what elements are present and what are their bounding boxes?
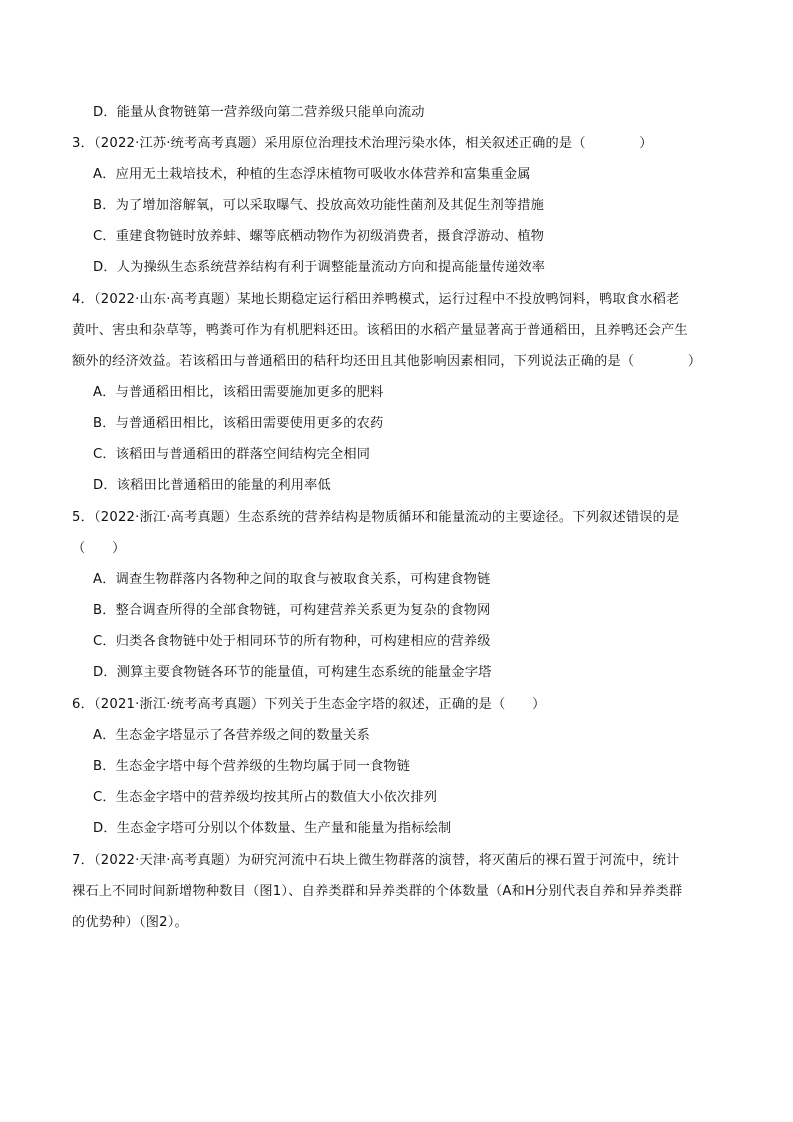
q4-stem-line3: 额外的经济效益。若该稻田与普通稻田的秸秆均还田且其他影响因素相同，下列说法正确的是（ ） xyxy=(72,354,702,369)
q3-option-a: A．应用无土栽培技术，种植的生态浮床植物可吸收水体营养和富集重金属 xyxy=(93,167,531,182)
q4-option-a: A．与普通稻田相比，该稻田需要施加更多的肥料 xyxy=(93,385,384,400)
q6-stem: 6．（2021·浙江·统考高考真题）下列关于生态金字塔的叙述，正确的是（ ） xyxy=(72,697,546,712)
q4-stem-line1: 4．（2022·山东·高考真题）某地长期稳定运行稻田养鸭模式，运行过程中不投放鸭饲料，鸭取食水稻老 xyxy=(72,292,680,307)
q5-option-d: D．测算主要食物链各环节的能量值，可构建生态系统的能量金字塔 xyxy=(93,665,492,680)
q7-stem-line2: 裸石上不同时间新增物种数目（图1）、自养类群和异养类群的个体数量（A和H分别代表自养和异养类群 xyxy=(72,884,683,899)
q5-stem-line2: （ ） xyxy=(72,541,126,556)
q6-option-b: B．生态金字塔中每个营养级的生物均属于同一食物链 xyxy=(93,759,411,774)
q5-option-b: B．整合调查所得的全部食物链，可构建营养关系更为复杂的食物网 xyxy=(93,603,491,618)
q4-option-c: C．该稻田与普通稻田的群落空间结构完全相同 xyxy=(93,447,371,462)
q3-option-c: C．重建食物链时放养蚌、螺等底栖动物作为初级消费者，摄食浮游动、植物 xyxy=(93,229,545,244)
q6-option-d: D．生态金字塔可分别以个体数量、生产量和能量为指标绘制 xyxy=(93,821,452,836)
q2-option-d: D．能量从食物链第一营养级向第二营养级只能单向流动 xyxy=(93,105,425,120)
q6-option-c: C．生态金字塔中的营养级均按其所占的数值大小依次排列 xyxy=(93,790,438,805)
q4-option-b: B．与普通稻田相比，该稻田需要使用更多的农药 xyxy=(93,416,384,431)
q7-stem-line1: 7．（2022·天津·高考真题）为研究河流中石块上微生物群落的演替，将灭菌后的裸石置于河流中，统计 xyxy=(72,853,680,868)
q5-stem-line1: 5．（2022·浙江·高考真题）生态系统的营养结构是物质循环和能量流动的主要途径。下列叙述错误的是 xyxy=(72,510,680,525)
q5-option-a: A．调查生物群落内各物种之间的取食与被取食关系，可构建食物链 xyxy=(93,572,491,587)
q4-option-d: D．该稻田比普通稻田的能量的利用率低 xyxy=(93,478,331,493)
q5-option-c: C．归类各食物链中处于相同环节的所有物种，可构建相应的营养级 xyxy=(93,634,491,649)
q6-option-a: A．生态金字塔显示了各营养级之间的数量关系 xyxy=(93,728,370,743)
q3-option-d: D．人为操纵生态系统营养结构有利于调整能量流动方向和提高能量传递效率 xyxy=(93,260,546,275)
q4-stem-line2: 黄叶、害虫和杂草等，鸭粪可作为有机肥料还田。该稻田的水稻产量显著高于普通稻田，且养鸭还会产生 xyxy=(72,323,688,338)
q3-stem: 3．（2022·江苏·统考高考真题）采用原位治理技术治理污染水体，相关叙述正确的是（ ） xyxy=(72,136,653,151)
q7-stem-line3: 的优势种）（图2）。 xyxy=(72,915,188,930)
q3-option-b: B．为了增加溶解氧，可以采取曝气、投放高效功能性菌剂及其促生剂等措施 xyxy=(93,198,545,213)
